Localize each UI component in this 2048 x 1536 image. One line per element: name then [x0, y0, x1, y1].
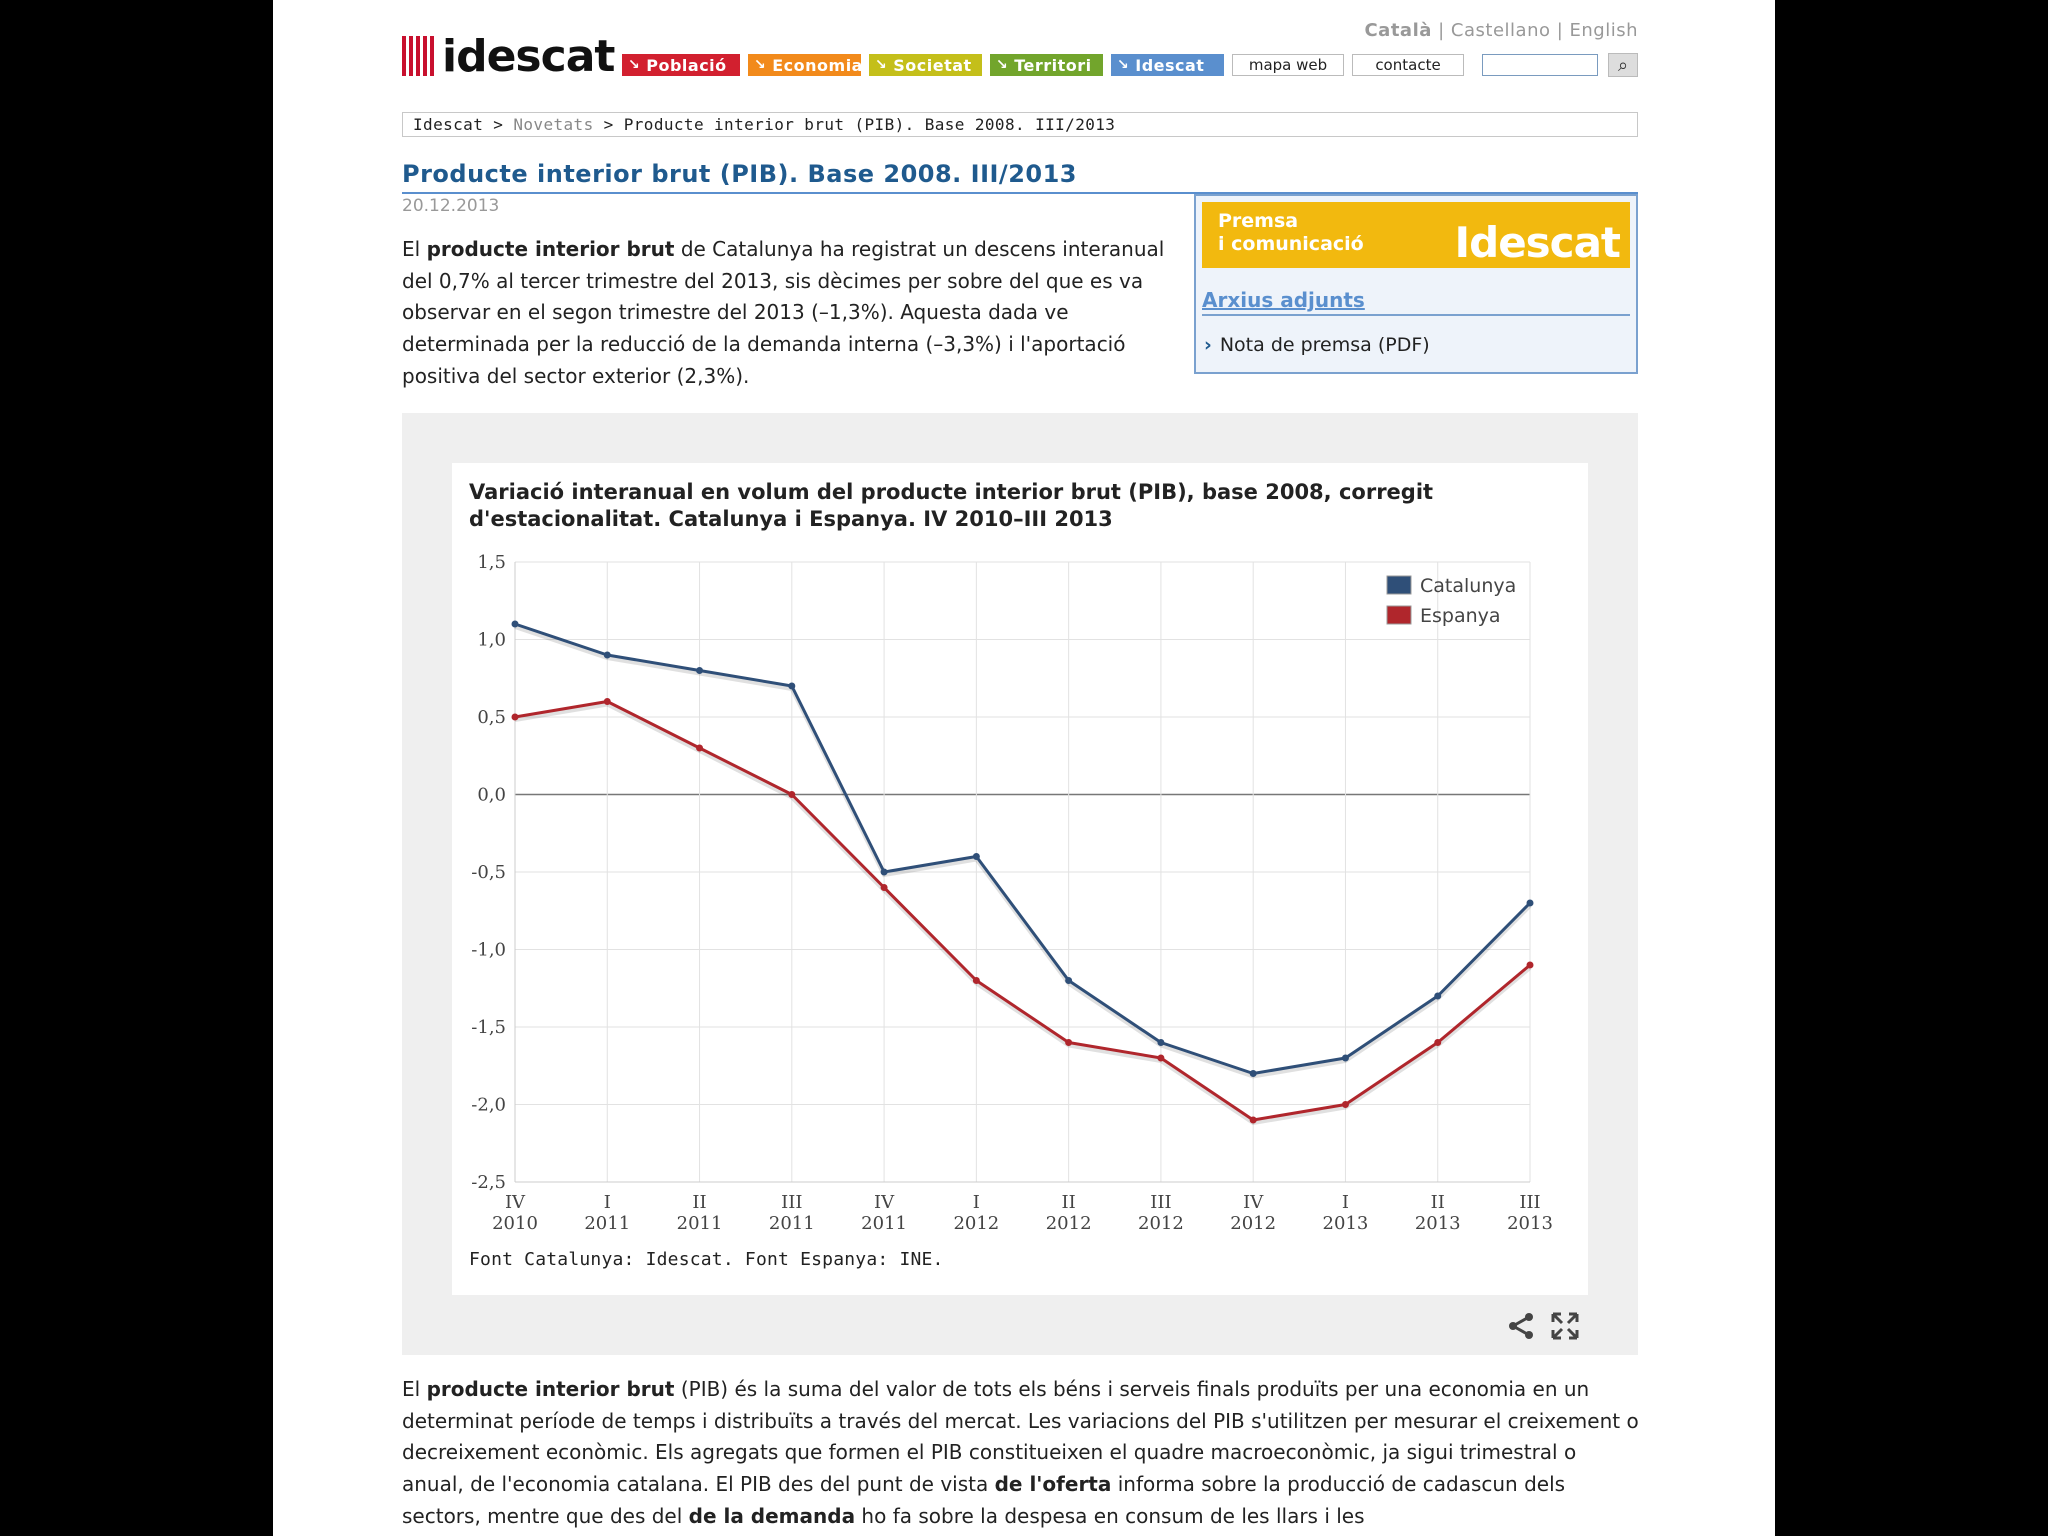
x-tick-label: I — [1341, 1192, 1350, 1213]
attachment-link[interactable] — [1204, 334, 1430, 356]
series-shadow — [515, 627, 1530, 1077]
body-paragraph — [402, 1374, 1642, 1533]
nav-tab-label: Societat — [893, 55, 972, 75]
series-line-espanya — [515, 702, 1530, 1121]
logo-text: idescat — [442, 30, 615, 82]
nav-tab-idescat[interactable] — [1111, 54, 1224, 76]
search-input[interactable] — [1482, 54, 1598, 76]
breadcrumb-current: Producte interior brut (PIB). Base 2008. III/2013 — [623, 115, 1116, 134]
data-point-espanya — [1527, 962, 1534, 969]
y-tick-label: 0,5 — [477, 707, 506, 728]
data-point-espanya — [788, 791, 795, 798]
senyera-logo-icon — [402, 36, 434, 76]
legend-label: Espanya — [1420, 605, 1501, 627]
share-icon[interactable] — [1506, 1311, 1536, 1341]
body-text: (PIB) és la suma del valor de tots els béns i serveis finals produïts per una economia en un determinat període de temps i distribuïts a través del mercat. Les variacions del PIB s'utilitzen per mesurar el creixement o decreixement econòmic. Els agregats que formen el PIB constitueixen el quadre macroeconòmic, ja sigui trimestral o anual, de l'economia catalana. El PIB des del punt de vista — [402, 1377, 1639, 1497]
data-point-catalunya — [881, 869, 888, 876]
breadcrumb-novetats[interactable]: Novetats — [513, 115, 594, 134]
nav-tab-poblacio[interactable] — [622, 54, 740, 76]
data-point-catalunya — [1250, 1070, 1257, 1077]
breadcrumb-separator: > — [593, 115, 624, 134]
data-point-espanya — [1157, 1055, 1164, 1062]
data-point-espanya — [696, 745, 703, 752]
data-point-espanya — [1065, 1039, 1072, 1046]
x-tick-label: 2013 — [1414, 1213, 1461, 1234]
arrow-down-right-icon: ↘ — [628, 57, 641, 73]
lang-catala[interactable]: Català — [1364, 20, 1432, 41]
x-tick-label: I — [603, 1192, 611, 1213]
data-point-catalunya — [696, 667, 703, 674]
x-tick-label: III — [1519, 1192, 1541, 1213]
x-tick-label: 2012 — [1045, 1213, 1092, 1234]
body-text: El — [402, 1377, 427, 1401]
data-point-catalunya — [1065, 977, 1072, 984]
y-tick-label: 1,5 — [477, 552, 506, 573]
x-tick-label: 2011 — [676, 1213, 723, 1234]
intro-bold-term: producte interior brut — [426, 237, 675, 261]
press-banner-line2: i comunicació — [1218, 233, 1364, 255]
x-tick-label: IV — [1243, 1192, 1264, 1213]
data-point-espanya — [604, 698, 611, 705]
y-tick-label: -1,0 — [471, 939, 506, 961]
x-tick-label: 2011 — [861, 1213, 907, 1234]
x-tick-label: 2012 — [1230, 1213, 1277, 1234]
chevron-right-icon: › — [1204, 334, 1212, 356]
line-chart — [452, 463, 1588, 1295]
idescat-logo[interactable] — [402, 30, 615, 82]
mapa-web-link[interactable]: mapa web — [1232, 54, 1344, 76]
contacte-link[interactable]: contacte — [1352, 54, 1464, 76]
publication-date: 20.12.2013 — [402, 196, 500, 216]
language-selector — [1364, 20, 1638, 41]
series-line-catalunya — [515, 624, 1530, 1074]
data-point-catalunya — [512, 621, 519, 628]
y-tick-label: 0,0 — [477, 784, 506, 806]
breadcrumb — [402, 112, 1638, 137]
x-tick-label: 2013 — [1322, 1213, 1369, 1234]
nav-tab-label: Economia — [772, 55, 863, 75]
y-tick-label: 1,0 — [477, 629, 506, 651]
press-banner-line1: Premsa — [1218, 210, 1299, 232]
y-tick-label: -0,5 — [471, 862, 506, 883]
data-point-catalunya — [604, 652, 611, 659]
data-point-espanya — [1434, 1039, 1441, 1046]
y-tick-label: -1,5 — [471, 1017, 506, 1038]
nav-tab-label: Idescat — [1135, 55, 1205, 75]
intro-text: de Catalunya ha registrat un descens interanual del 0,7% al tercer trimestre del 2013, sis dècimes per sobre del que es va observar en el segon trimestre del 2013 (–1,3%). Aquesta dada ve determinada per la reducció de la demanda interna (–3,3%) i l'aportació positiva del sector exterior (2,3%). — [402, 237, 1165, 388]
search-icon: ⌕ — [1617, 54, 1629, 76]
data-point-catalunya — [1434, 993, 1441, 1000]
x-tick-label: 2012 — [1138, 1213, 1184, 1234]
data-point-espanya — [1250, 1117, 1257, 1124]
y-tick-label: -2,5 — [471, 1172, 506, 1193]
nav-tab-societat[interactable] — [869, 54, 982, 76]
x-tick-label: 2010 — [492, 1213, 538, 1234]
body-text: informa sobre la producció de cadascun dels sectors, mentre que des del — [402, 1472, 1566, 1528]
data-point-catalunya — [1527, 900, 1534, 907]
search-button[interactable] — [1608, 53, 1638, 77]
breadcrumb-separator: > — [483, 115, 514, 134]
data-point-catalunya — [1157, 1039, 1164, 1046]
data-point-catalunya — [1342, 1055, 1349, 1062]
body-bold-term: producte interior brut — [426, 1377, 675, 1401]
x-tick-label: III — [1150, 1192, 1172, 1213]
lang-separator: | — [1550, 20, 1570, 41]
x-tick-label: IV — [874, 1192, 895, 1213]
x-tick-label: 2011 — [584, 1213, 631, 1234]
x-tick-label: IV — [504, 1192, 526, 1213]
x-tick-label: 2012 — [953, 1213, 1000, 1234]
legend-label: Catalunya — [1420, 575, 1517, 597]
chart-card — [452, 463, 1588, 1295]
chart-source: Font Catalunya: Idescat. Font Espanya: INE. — [469, 1249, 944, 1270]
arrow-down-right-icon: ↘ — [754, 57, 767, 73]
lang-english[interactable]: English — [1569, 20, 1638, 41]
attachment-label: Nota de premsa (PDF) — [1219, 334, 1430, 356]
arrow-down-right-icon: ↘ — [875, 57, 888, 73]
data-point-catalunya — [973, 853, 980, 860]
x-tick-label: 2011 — [768, 1213, 815, 1234]
x-tick-label: II — [1430, 1192, 1445, 1213]
press-box — [1194, 194, 1638, 374]
main-nav — [622, 54, 1464, 76]
arrow-down-right-icon: ↘ — [996, 57, 1009, 73]
legend-swatch — [1387, 606, 1411, 624]
nav-tab-economia[interactable] — [748, 54, 861, 76]
chart-title: Variació interanual en volum del producte interior brut (PIB), base 2008, corregit d'estacionalitat. Catalunya i Espanya. IV 2010–III 2013 — [469, 480, 1434, 531]
data-point-espanya — [512, 714, 519, 721]
lang-castellano[interactable]: Castellano — [1450, 20, 1551, 41]
x-tick-label: III — [781, 1192, 803, 1213]
nav-tab-label: Territori — [1014, 55, 1092, 75]
page-title: Producte interior brut (PIB). Base 2008. III/2013 — [402, 160, 1077, 188]
x-tick-label: I — [972, 1192, 980, 1213]
attachments-heading: Arxius adjunts — [1202, 288, 1630, 316]
intro-text: El — [402, 237, 427, 261]
body-bold-term: de l'oferta — [994, 1472, 1112, 1497]
breadcrumb-home[interactable]: Idescat — [413, 115, 484, 134]
nav-tab-territori[interactable] — [990, 54, 1103, 76]
legend-swatch — [1387, 576, 1411, 594]
fullscreen-icon[interactable] — [1550, 1311, 1580, 1341]
body-bold-term: de la demanda — [688, 1503, 856, 1528]
y-tick-label: -2,0 — [471, 1094, 506, 1116]
press-banner-text — [1218, 210, 1364, 256]
press-banner[interactable] — [1202, 202, 1630, 268]
data-point-catalunya — [788, 683, 795, 690]
arrow-down-right-icon: ↘ — [1117, 57, 1130, 73]
lang-separator: | — [1431, 20, 1451, 41]
series-shadow — [515, 705, 1530, 1124]
intro-paragraph — [402, 234, 1188, 393]
data-point-espanya — [881, 884, 888, 891]
x-tick-label: II — [692, 1192, 707, 1213]
data-point-espanya — [973, 977, 980, 984]
x-tick-label: II — [1061, 1192, 1076, 1213]
page — [273, 0, 1775, 1536]
press-banner-brand: Idescat — [1454, 218, 1620, 267]
nav-tab-label: Població — [646, 55, 727, 75]
x-tick-label: 2013 — [1507, 1213, 1553, 1234]
chart-container — [402, 413, 1638, 1355]
body-text: ho fa sobre la despesa en consum de les llars i les — [855, 1503, 1365, 1528]
data-point-espanya — [1342, 1101, 1349, 1108]
